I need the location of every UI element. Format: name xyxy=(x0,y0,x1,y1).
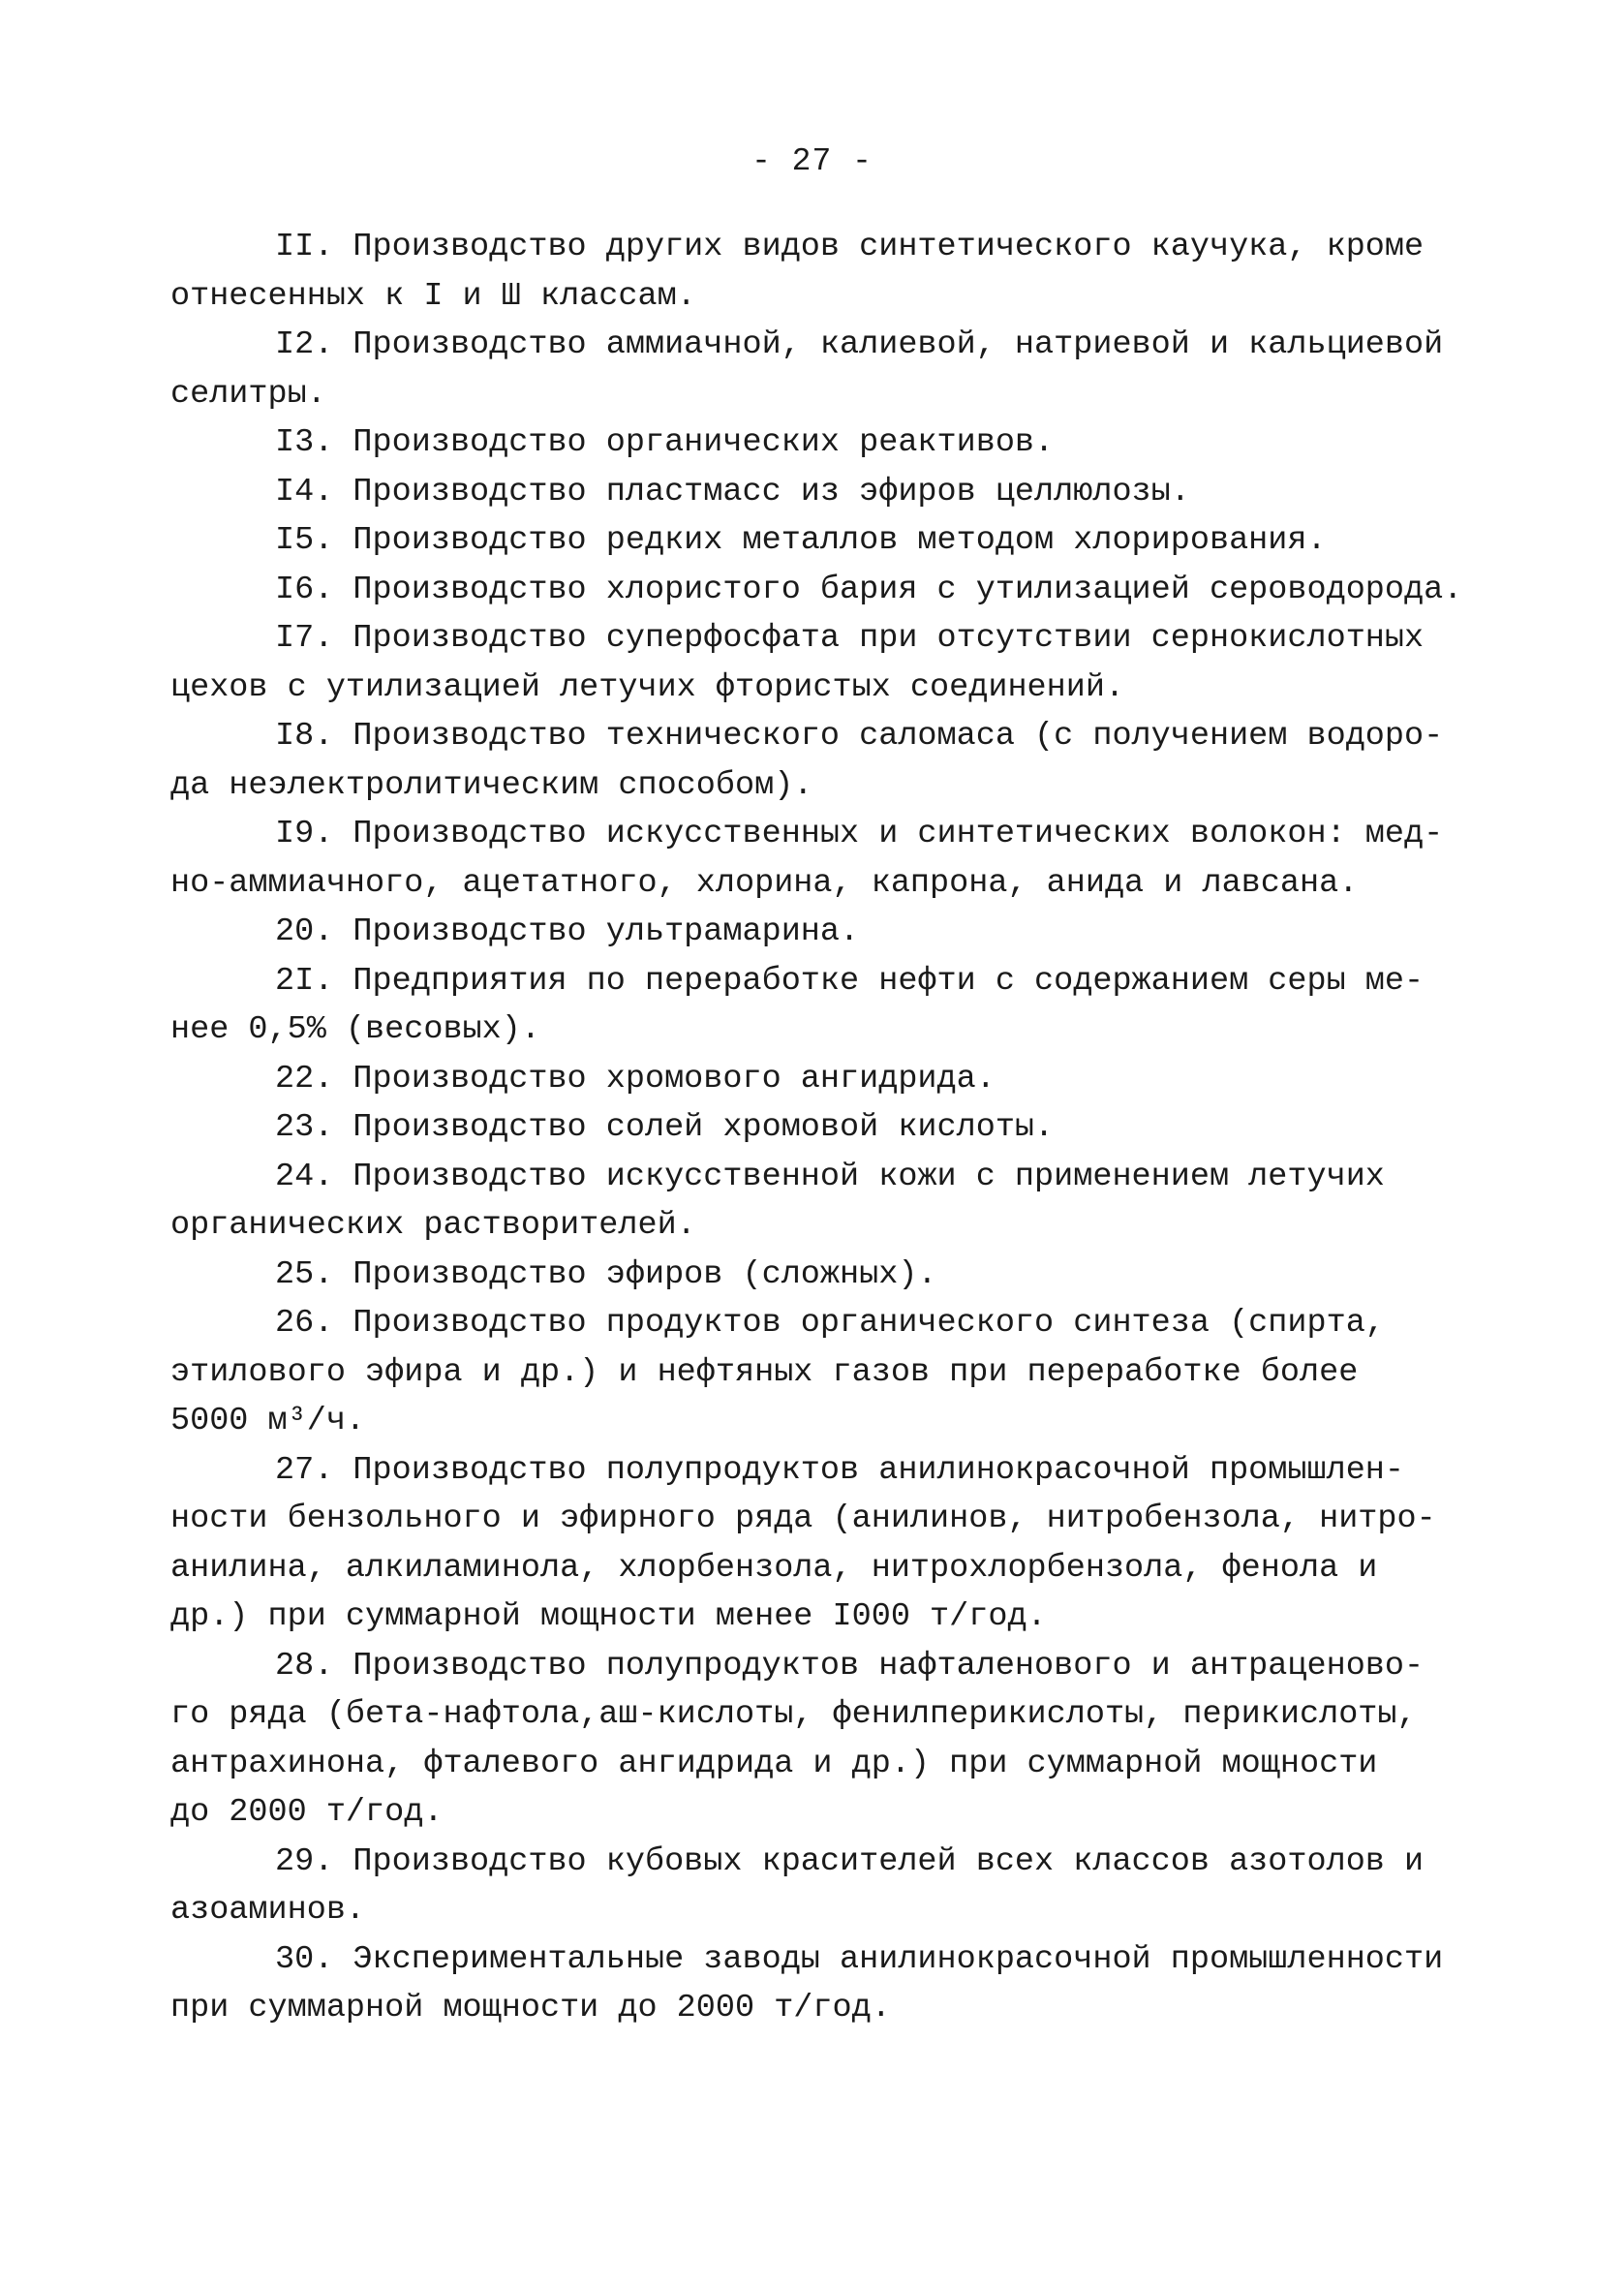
item-number: 26. xyxy=(275,1305,334,1342)
list-item xyxy=(170,1251,1468,1300)
item-text: Производство продуктов органического синтеза (спирта, этилового эфира и др.) и нефтяных газов при переработке более 5000 м³/ч. xyxy=(170,1305,1385,1439)
item-text: Производство ультрамарина. xyxy=(352,913,860,950)
item-text: Производство редких металлов методом хлорирования. xyxy=(352,522,1327,559)
list-item xyxy=(170,1055,1468,1104)
item-number: 24. xyxy=(275,1158,334,1195)
item-number: 27. xyxy=(275,1451,334,1489)
item-text: Производство органических реактивов. xyxy=(352,424,1055,461)
item-text: Производство солей хромовой кислоты. xyxy=(352,1109,1055,1146)
item-number: 29. xyxy=(275,1842,334,1880)
item-text: Производство других видов синтетического каучука, кроме отнесенных к I и Ш классам. xyxy=(170,229,1425,315)
page-number: - 27 - xyxy=(751,143,873,179)
list-item xyxy=(170,1153,1468,1251)
item-text: Экспериментальные заводы анилинокрасочной промышленности при суммарной мощности до 2000 т/год. xyxy=(170,1940,1444,2026)
item-text: Производство пластмасс из эфиров целлюлозы. xyxy=(352,473,1190,510)
item-number: 22. xyxy=(275,1060,334,1098)
list-item xyxy=(170,810,1468,908)
item-text: Производство технического саломаса (с получением водоро- да неэлектролитическим способом). xyxy=(170,718,1444,804)
item-number: 30. xyxy=(275,1940,334,1978)
list-item xyxy=(170,957,1468,1055)
list-item xyxy=(170,1935,1468,2033)
list-item xyxy=(170,223,1468,321)
item-number: I7. xyxy=(275,620,334,657)
list-item xyxy=(170,1446,1468,1642)
list-item xyxy=(170,1103,1468,1153)
list-item xyxy=(170,908,1468,957)
list-item xyxy=(170,1642,1468,1838)
item-text: Производство полупродуктов анилинокрасочной промышлен- ности бензольного и эфирного ряда (анилинов, нитробензола, нитро- анилина, алкиламинола, хлорбензола, нитрохлорбензола, фенола и др.) при суммарной мощности менее I000 т/год. xyxy=(170,1451,1436,1635)
item-text: Производство кубовых красителей всех классов азотолов и азоаминов. xyxy=(170,1842,1425,1929)
item-number: I9. xyxy=(275,816,334,852)
list-item xyxy=(170,566,1468,615)
item-number: 25. xyxy=(275,1255,334,1293)
item-number: I5. xyxy=(275,522,334,559)
item-number: 23. xyxy=(275,1109,334,1146)
item-text: Производство искусственной кожи с применением летучих органических растворителей. xyxy=(170,1158,1385,1244)
item-number: I8. xyxy=(275,718,334,755)
item-text: Производство аммиачной, калиевой, натриевой и кальциевой селитры. xyxy=(170,326,1444,413)
item-number: 20. xyxy=(275,913,334,950)
list-item xyxy=(170,321,1468,418)
list-item xyxy=(170,516,1468,566)
list-item xyxy=(170,418,1468,468)
list-item xyxy=(170,712,1468,810)
item-number: I4. xyxy=(275,473,334,510)
list-item xyxy=(170,1299,1468,1446)
item-number: I6. xyxy=(275,571,334,608)
list-item xyxy=(170,468,1468,517)
item-number: I3. xyxy=(275,424,334,461)
list-item xyxy=(170,1838,1468,1935)
document-body xyxy=(170,223,1468,2033)
item-text: Производство хромового ангидрида. xyxy=(352,1060,996,1098)
item-text: Производство полупродуктов нафталенового и антраценово- го ряда (бета-нафтола,аш-кислоты, фенилперикислоты, перикислоты, антрахинона, фталевого ангидрида и др.) при суммарной мощности до 2000 т/год. xyxy=(170,1647,1425,1831)
item-text: Предприятия по переработке нефти с содержанием серы ме- нее 0,5% (весовых). xyxy=(170,962,1425,1048)
item-text: Производство суперфосфата при отсутствии сернокислотных цехов с утилизацией летучих фтористых соединений. xyxy=(170,620,1425,706)
item-text: Производство искусственных и синтетических волокон: мед- но-аммиачного, ацетатного, хлорина, капрона, анида и лавсана. xyxy=(170,816,1444,902)
item-number: 28. xyxy=(275,1647,334,1685)
item-number: 2I. xyxy=(275,962,334,1000)
item-text: Производство эфиров (сложных). xyxy=(352,1255,937,1293)
item-text: Производство хлористого бария с утилизацией сероводорода. xyxy=(352,571,1463,608)
item-number: I2. xyxy=(275,326,334,363)
list-item xyxy=(170,614,1468,712)
item-number: II. xyxy=(275,229,334,265)
